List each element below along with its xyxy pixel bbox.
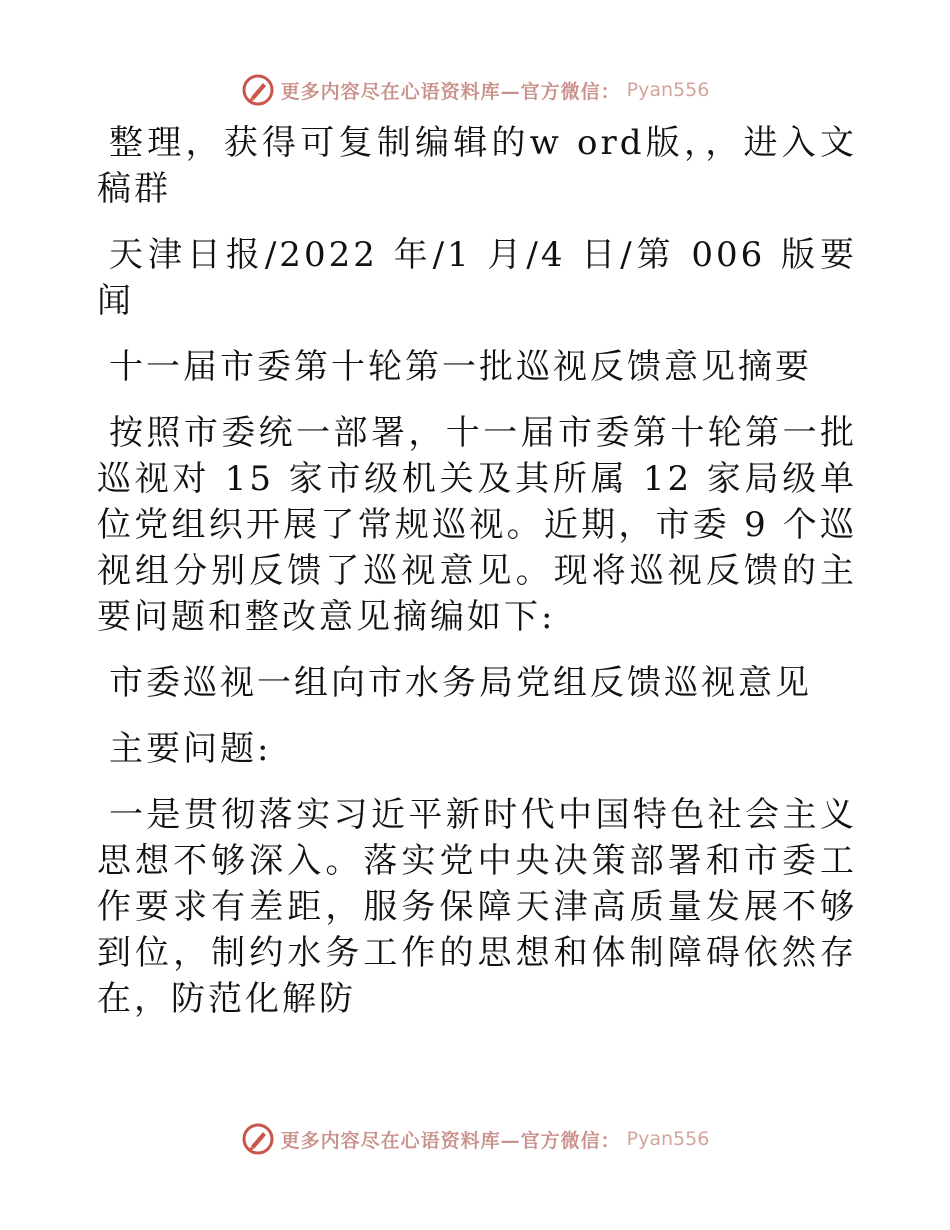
watermark-text: 更多内容尽在心语资料库—官方微信： (280, 1129, 621, 1152)
lead-paragraph: 按照市委统一部署，十一届市委第十轮第一批巡视对 15 家市级机关及其所属 12 家局级单位党组织开展了常规巡视。近期，市委 9 个巡视组分别反馈了巡视意见。现将巡视反馈的主要问题和整改意见摘编如下: (97, 413, 857, 637)
document-body (97, 120, 857, 1042)
watermark-text: 更多内容尽在心语资料库—官方微信： (280, 80, 621, 103)
watermark-wechat-id: Pyan556 (626, 1128, 710, 1150)
article-title: 十一届市委第十轮第一批巡视反馈意见摘要 (109, 347, 812, 387)
section-heading: 市委巡视一组向市水务局党组反馈巡视意见 (109, 663, 812, 703)
quill-logo-icon (241, 1122, 275, 1156)
body-paragraph: 一是贯彻落实习近平新时代中国特色社会主义思想不够深入。落实党中央决策部署和市委工作要求有差距，服务保障天津高质量发展不够到位，制约水务工作的思想和体制障碍依然存在，防范化解防 (97, 795, 857, 1019)
subheading: 主要问题: (109, 729, 272, 769)
source-line: 天津日报/2022 年/1 月/4 日/第 006 版要闻 (97, 235, 857, 321)
watermark-wechat-id: Pyan556 (626, 79, 710, 101)
watermark-banner-bottom (0, 1119, 950, 1159)
quill-logo-icon (241, 73, 275, 107)
intro-line: 整理，获得可复制编辑的w ord版，，进入文稿群 (97, 123, 857, 209)
watermark-banner-top (0, 70, 950, 110)
